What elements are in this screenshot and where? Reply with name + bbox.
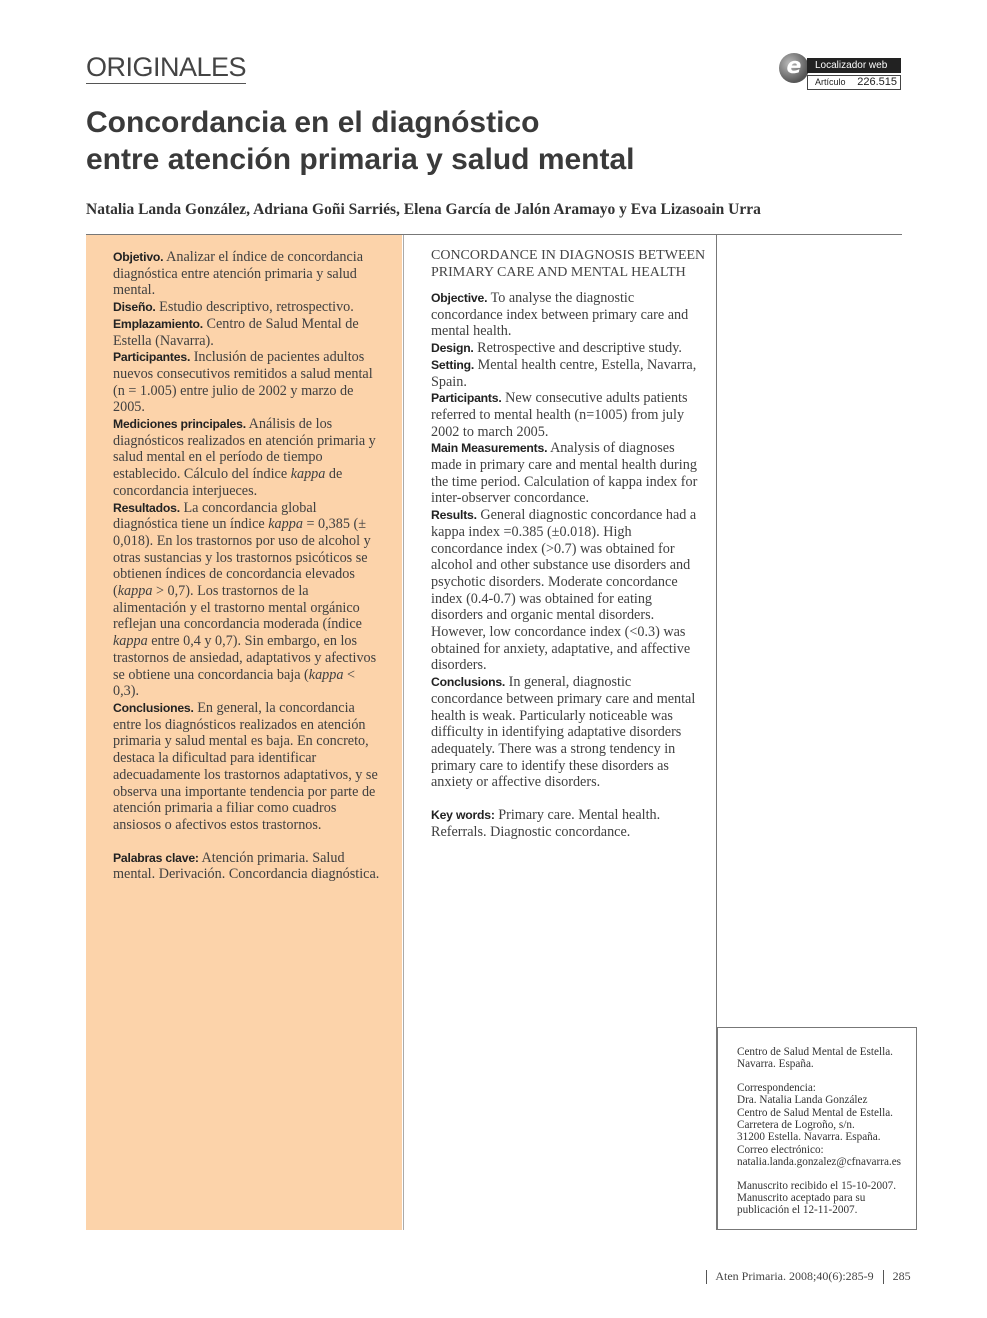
- en-results: Results. General diagnostic concordance had a kappa index =0.385 (±0.018). High concordance index (>0.7) was obtained for alcohol and other substance use disorders and psychotic disorders. Moderate concordance index (0.4-0.7) was obtained for eating disorders and organic mental disorders. However, low concordance index (<0.3) was obtained for anxiety, adaptative, and affective disorders.: [431, 507, 697, 674]
- page-footer: [700, 1269, 911, 1284]
- footer-divider: [706, 1270, 707, 1284]
- abstract-english-column: [403, 235, 717, 1230]
- author-list: Natalia Landa González, Adriana Goñi Sarriés, Elena García de Jalón Aramayo y Eva Lizasoain Urra: [86, 201, 761, 218]
- article-title: [86, 104, 635, 178]
- locator-article-number: 226.515: [857, 76, 897, 88]
- es-conclusiones: Conclusiones. En general, la concordancia entre los diagnósticos realizados en atención primaria y salud mental es baja. En concreto, destaca la dificultad para identificar adecuadamente los trastornos adaptativos, y se observa una importante tendencia por parte de atención primaria a filiar como cuadros ansiosos o afectivos estos trastornos.: [113, 699, 378, 833]
- en-objective: Objective. To analyse the diagnostic concordance index between primary care and mental health.: [431, 290, 689, 340]
- correspondence: Correspondencia: Dra. Natalia Landa González Centro de Salud Mental de Estella. Carretera de Logroño, s/n. 31200 Estella. Navarra. España. Correo electrónico: natalia.landa.gonzalez@cfnavarra.es: [737, 1081, 902, 1169]
- affiliation-box: [717, 1027, 917, 1230]
- en-conclusions: Conclusions. In general, diagnostic concordance between primary care and mental health is weak. Particularly noticeable was difficulty in identifying adaptative disorders adequately. There was a strong tendency in primary care to identify these disorders as anxiety or affective disorders.: [431, 674, 696, 791]
- en-design: Design. Retrospective and descriptive study.: [431, 340, 682, 357]
- en-measurements: Main Measurements. Analysis of diagnoses made in primary care and mental health during the time period. Calculation of kappa index for inter-observer concordance.: [431, 440, 698, 507]
- es-mediciones: Mediciones principales. Análisis de los diagnósticos realizados en atención primaria y salud mental en el período de tiempo establecido. Cálculo del índice kappa de concordancia interjueces.: [113, 416, 376, 499]
- affiliation-center: Centro de Salud Mental de Estella. Navarra. España.: [737, 1046, 893, 1071]
- en-setting: Setting. Mental health centre, Estella, Navarra, Spain.: [431, 356, 697, 390]
- es-emplazamiento: Emplazamiento. Centro de Salud Mental de Estella (Navarra).: [113, 315, 359, 349]
- journal-citation: Aten Primaria. 2008;40(6):285-9: [715, 1269, 874, 1283]
- abstract-spanish-column: [86, 235, 402, 1230]
- locator-label: Localizador web: [807, 58, 901, 73]
- correspondence-email[interactable]: natalia.landa.gonzalez@cfnavarra.es: [737, 1156, 902, 1169]
- page-number: 285: [892, 1269, 911, 1283]
- es-resultados: Resultados. La concordancia global diagnóstica tiene un índice kappa = 0,385 (± 0,018). En los trastornos por uso de alcohol y otras sustancias y los trastornos psicóticos se obtienen índices de concordancia elevados (kappa > 0,7). Los trastornos de la alimentación y el trastorno mental orgánico reflejan una concordancia moderada (índice kappa entre 0,4 y 0,7). Sin embargo, en los trastornos de ansiedad, adaptativos y afectivos se obtiene una concordancia baja (kappa < 0,3).: [113, 499, 377, 700]
- web-locator[interactable]: [779, 52, 901, 92]
- footer-divider: [883, 1270, 884, 1284]
- en-key-words: Key words: Primary care. Mental health. Referrals. Diagnostic concordance.: [431, 807, 661, 840]
- abstract-spanish: [113, 249, 383, 883]
- es-participantes: Participantes. Inclusión de pacientes adultos nuevos consecutivos remitidos a salud mental (n = 1.005) entre julio de 2002 y marzo de 2005.: [113, 349, 373, 416]
- abstract-english: [431, 248, 706, 841]
- title-line-2: entre atención primaria y salud mental: [86, 143, 635, 176]
- e-logo-icon: e: [779, 53, 809, 83]
- es-objetivo: Objetivo. Analizar el índice de concordancia diagnóstica entre atención primaria y salud mental.: [113, 249, 364, 299]
- section-label: ORIGINALES: [86, 52, 247, 82]
- section-underline: [86, 83, 246, 84]
- es-palabras-clave: Palabras clave: Atención primaria. Salud mental. Derivación. Concordancia diagnóstica.: [113, 849, 380, 883]
- locator-article-label: Artículo: [815, 77, 846, 87]
- title-line-1: Concordancia en el diagnóstico: [86, 106, 540, 139]
- en-participants: Participants. New consecutive adults patients referred to mental health (n=1005) from july 2002 to march 2005.: [431, 390, 688, 440]
- english-title: CONCORDANCE IN DIAGNOSIS BETWEEN PRIMARY CARE AND MENTAL HEALTH: [431, 248, 706, 280]
- locator-article: [807, 75, 901, 90]
- manuscript-dates: Manuscrito recibido el 15-10-2007. Manuscrito aceptado para su publicación el 12-11-2007.: [737, 1179, 897, 1217]
- es-diseno: Diseño. Estudio descriptivo, retrospectivo.: [113, 299, 354, 316]
